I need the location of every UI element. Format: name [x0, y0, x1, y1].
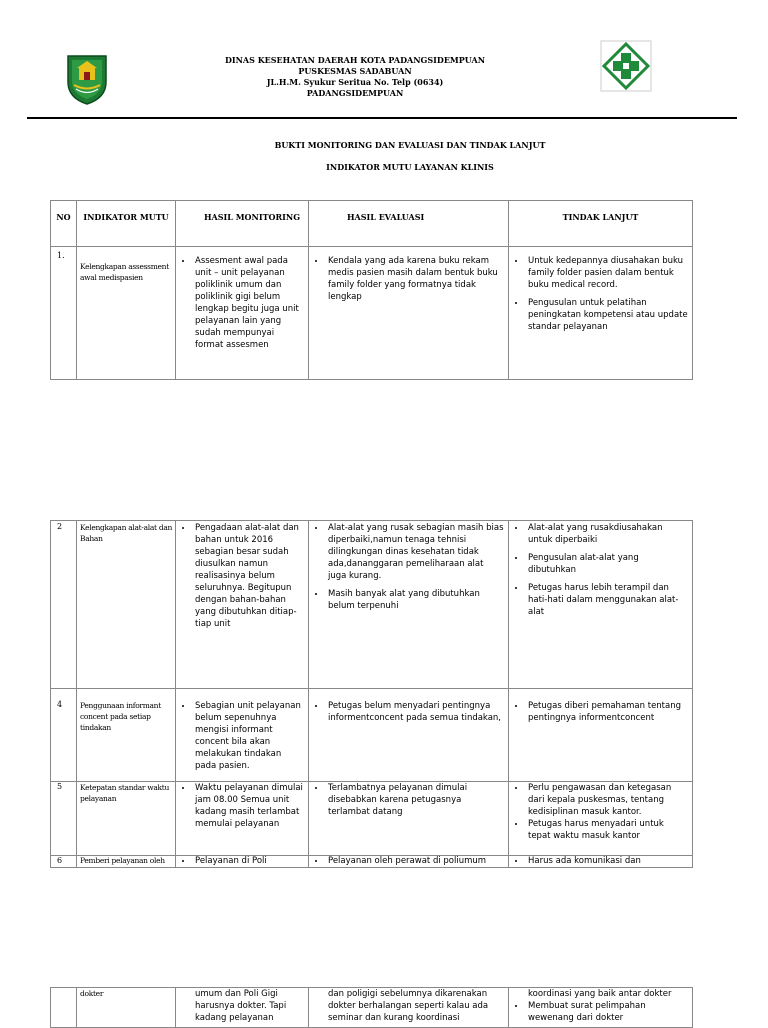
- letterhead-puskesmas: PUSKESMAS SADABUAN: [298, 66, 412, 76]
- list-item: • Assesment awal pada unit – unit pelayanan poliklinik umum dan poliklinik gigi belum lengkap begitu juga unit pelayanan lain yang sudah mempunyai format assesmen: [193, 255, 304, 351]
- list-item: • Terlambatnya pelayanan dimulai disebabkan karena petugasnya terlambat datang: [326, 782, 504, 818]
- row-no: 4: [51, 689, 77, 782]
- row-indikator: dokter: [77, 988, 176, 1028]
- row-monitoring: [176, 247, 309, 380]
- row-monitoring: [176, 856, 309, 868]
- row-tindak-lanjut: [509, 988, 693, 1028]
- list-item: • Alat-alat yang rusakdiusahakan untuk diperbaiki: [526, 522, 688, 546]
- row-monitoring: [176, 521, 309, 689]
- table-row: [51, 856, 693, 868]
- list-item: • Petugas belum menyadari pentingnya informentconcent pada semua tindakan,: [326, 700, 504, 724]
- row-evaluasi: [309, 689, 509, 782]
- row-monitoring-text: umum dan Poli Gigi harusnya dokter. Tapi kadang pelayanan: [195, 989, 287, 1023]
- row-tindak-lanjut: [509, 521, 693, 689]
- row-no: 1.: [51, 247, 77, 380]
- list-item: • Pengusulan untuk pelatihan peningkatan kompetensi atau update standar pelayanan: [526, 297, 688, 333]
- row-tindak-lanjut: [509, 782, 693, 856]
- list-item: • Untuk kedepannya diusahakan buku family folder pasien dalam bentuk buku medical record.: [526, 255, 688, 291]
- row-evaluasi-text: dan poligigi sebelumnya dikarenakan dokter berhalangan seperti kalau ada seminar dan kurang koordinasi: [328, 989, 489, 1023]
- row-monitoring: [176, 988, 309, 1028]
- list-item: • Petugas diberi pemahaman tentang pentingnya informentconcent: [526, 700, 688, 724]
- header-monitoring: HASIL MONITORING: [176, 201, 309, 247]
- list-item: • Masih banyak alat yang dibutuhkan belum terpenuhi: [326, 588, 504, 612]
- monitoring-table-part-1: [50, 200, 693, 380]
- list-item: • Waktu pelayanan dimulai jam 08.00 Semua unit kadang masih terlambat memulai pelayanan: [193, 782, 304, 830]
- list-item: • Pelayanan di Poli: [193, 856, 304, 866]
- table-row: [51, 782, 693, 856]
- row-no: 2: [51, 521, 77, 689]
- header-indikator: INDIKATOR MUTU: [77, 201, 176, 247]
- row-tindak-lanjut: [509, 247, 693, 380]
- monitoring-table-part-2: [50, 520, 693, 868]
- letterhead-agency: DINAS KESEHATAN DAERAH KOTA PADANGSIDEMPUAN: [224, 55, 486, 65]
- row-monitoring: [176, 689, 309, 782]
- row-tindak-continued-text: koordinasi yang baik antar dokter: [528, 989, 672, 999]
- list-item: • Harus ada komunikasi dan: [526, 856, 688, 866]
- letterhead-city: PADANGSIDEMPUAN: [306, 88, 404, 98]
- row-monitoring: [176, 782, 309, 856]
- list-item: • Petugas harus menyadari untuk tepat waktu masuk kantor: [526, 818, 688, 842]
- row-tindak-lanjut: [509, 856, 693, 868]
- table-header-row: [51, 201, 693, 247]
- row-evaluasi: [309, 521, 509, 689]
- row-indikator: Penggunaan informant concent pada setiap tindakan: [77, 689, 176, 782]
- row-indikator: Kelengkapan assessment awal medispasien: [77, 247, 176, 380]
- list-item: • Kendala yang ada karena buku rekam medis pasien masih dalam bentuk buku family folder yang formatnya tidak lengkap: [326, 255, 504, 303]
- row-evaluasi: [309, 247, 509, 380]
- city-crest-logo: [62, 52, 112, 106]
- row-no: 5: [51, 782, 77, 856]
- puskesmas-logo: [600, 40, 652, 92]
- table-row: [51, 988, 693, 1028]
- table-row: [51, 521, 693, 689]
- list-item: • Sebagian unit pelayanan belum sepenuhnya mengisi informant concent bila akan melakukan tindakan pada pasien.: [193, 700, 304, 772]
- letterhead-divider: [27, 117, 737, 119]
- row-evaluasi: [309, 988, 509, 1028]
- row-indikator: Kelengkapan alat-alat dan Bahan: [77, 521, 176, 689]
- header-no: NO: [51, 201, 77, 247]
- row-no: [51, 988, 77, 1028]
- list-item: • Pelayanan oleh perawat di poliumum: [326, 856, 504, 866]
- list-item: • Perlu pengawasan dan ketegasan dari kepala puskesmas, tentang kedisiplinan masuk kantor.: [526, 782, 688, 818]
- row-tindak-lanjut: [509, 689, 693, 782]
- table-row: [51, 247, 693, 380]
- list-item: • Petugas harus lebih terampil dan hati-hati dalam menggunakan alat-alat: [526, 582, 688, 618]
- document-title: BUKTI MONITORING DAN EVALUASI DAN TINDAK LANJUT: [274, 140, 546, 150]
- row-evaluasi: [309, 856, 509, 868]
- row-indikator: Ketepatan standar waktu pelayanan: [77, 782, 176, 856]
- list-item: • Alat-alat yang rusak sebagian masih bias diperbaiki,namun tenaga tehnisi dilingkungan dinas kesehatan tidak ada,dananggaran pemeliharaan alat juga kurang.: [326, 522, 504, 582]
- row-indikator: Pemberi pelayanan oleh: [77, 856, 176, 868]
- list-item: • Pengusulan alat-alat yang dibutuhkan: [526, 552, 688, 576]
- document-subtitle: INDIKATOR MUTU LAYANAN KLINIS: [326, 162, 494, 172]
- table-row: [51, 689, 693, 782]
- row-evaluasi: [309, 782, 509, 856]
- letterhead-address: JL.H.M. Syukur Seritua No. Telp (0634): [266, 77, 444, 87]
- header-tindak-lanjut: TINDAK LANJUT: [509, 201, 693, 247]
- letterhead: [150, 55, 560, 99]
- list-item: • Membuat surat pelimpahan wewenang dari dokter: [526, 1000, 688, 1024]
- header-evaluasi: HASIL EVALUASI: [309, 201, 509, 247]
- monitoring-table-part-3: [50, 987, 693, 1028]
- list-item: • Pengadaan alat-alat dan bahan untuk 2016 sebagian besar sudah diusulkan namun realisasinya belum seluruhnya. Begitupun dengan bahan-bahan yang dibutuhkan ditiap-tiap unit: [193, 522, 304, 630]
- row-no: 6: [51, 856, 77, 868]
